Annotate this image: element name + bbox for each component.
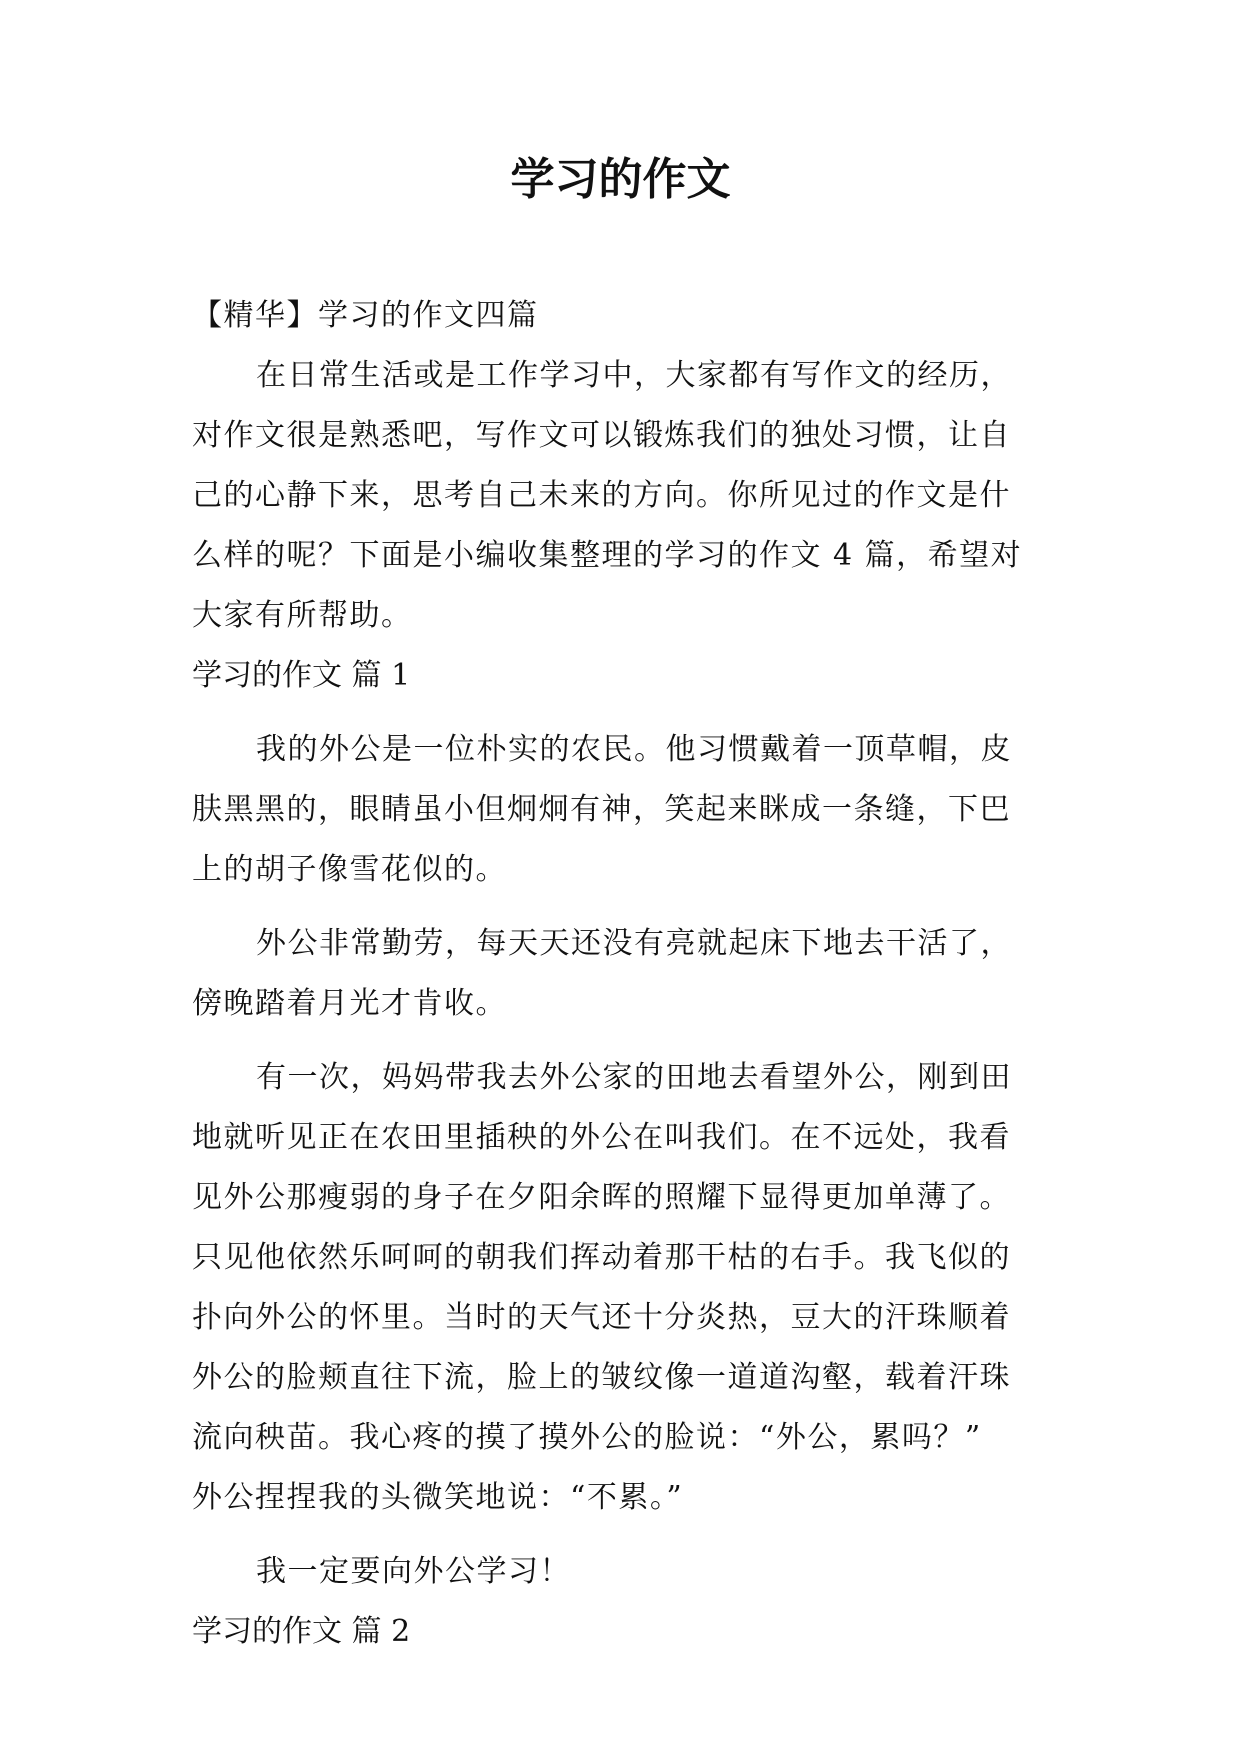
intro-line: 己的心静下来，思考自己未来的方向。你所见过的作文是什 (192, 478, 1011, 513)
document-subtitle: 【精华】学习的作文四篇 (192, 298, 539, 333)
paragraph-1 (192, 720, 1076, 900)
paragraph-line: 我的外公是一位朴实的农民。他习惯戴着一顶草帽，皮 (256, 732, 1012, 767)
paragraph-line: 扑向外公的怀里。当时的天气还十分炎热，豆大的汗珠顺着 (192, 1300, 1011, 1335)
paragraph-3 (192, 1048, 1076, 1528)
paragraph-line: 外公的脸颊直往下流，脸上的皱纹像一道道沟壑，载着汗珠 (192, 1360, 1011, 1395)
paragraph-4 (192, 1542, 1076, 1602)
paragraph-line: 傍晚踏着月光才肯收。 (192, 986, 507, 1021)
paragraph-line: 只见他依然乐呵呵的朝我们挥动着那干枯的右手。我飞似的 (192, 1240, 1011, 1275)
paragraph-line: 有一次，妈妈带我去外公家的田地去看望外公，刚到田 (256, 1060, 1012, 1095)
paragraph-line: 我一定要向外公学习！ (256, 1554, 571, 1589)
paragraph-line: 地就听见正在农田里插秧的外公在叫我们。在不远处，我看 (192, 1120, 1011, 1155)
intro-line: 么样的呢？下面是小编收集整理的学习的作文 4 篇，希望对 (192, 538, 1023, 573)
paragraph-line: 见外公那瘦弱的身子在夕阳余晖的照耀下显得更加单薄了。 (192, 1180, 1011, 1215)
paragraph-2 (192, 914, 1076, 1034)
intro-paragraph (192, 346, 1076, 646)
section-heading-2: 学习的作文 篇 2 (192, 1614, 411, 1649)
paragraph-line: 流向秧苗。我心疼的摸了摸外公的脸说：“外公，累吗？” (192, 1420, 982, 1455)
intro-line: 大家有所帮助。 (192, 598, 413, 633)
paragraph-line: 上的胡子像雪花似的。 (192, 852, 507, 887)
section-heading-1: 学习的作文 篇 1 (192, 658, 411, 693)
document-title: 学习的作文 (510, 154, 731, 205)
paragraph-line: 外公捏捏我的头微笑地说：“不累。” (192, 1480, 684, 1515)
intro-line: 对作文很是熟悉吧，写作文可以锻炼我们的独处习惯，让自 (192, 418, 1011, 453)
paragraph-line: 外公非常勤劳，每天天还没有亮就起床下地去干活了， (256, 926, 1012, 961)
intro-line: 在日常生活或是工作学习中，大家都有写作文的经历， (256, 358, 1012, 393)
paragraph-line: 肤黑黑的，眼睛虽小但炯炯有神，笑起来眯成一条缝，下巴 (192, 792, 1011, 827)
document-body (192, 286, 1076, 1662)
